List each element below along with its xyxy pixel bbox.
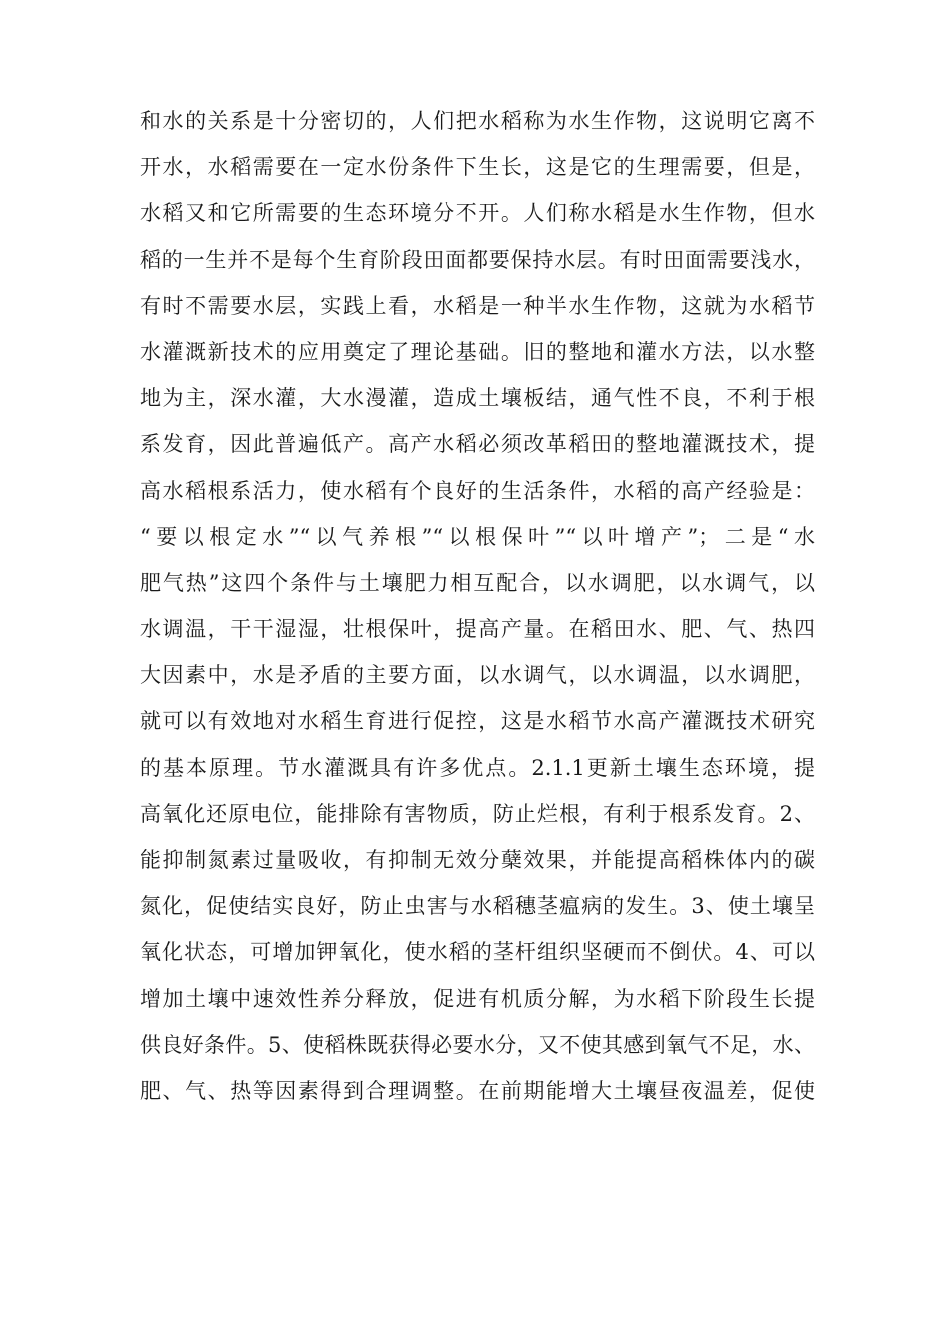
text-line: 增加土壤中速效性养分释放，促进有机质分解，为水稻下阶段生长提 (140, 986, 815, 1011)
text-line: 高氧化还原电位，能排除有害物质，防止烂根，有利于根系发育。2、 (140, 801, 815, 826)
text-line: 肥气热”这四个条件与土壤肥力相互配合，以水调肥，以水调气，以 (140, 570, 815, 595)
text-line: 高水稻根系活力，使水稻有个良好的生活条件，水稻的高产经验是： (140, 478, 815, 503)
text-line: 能抑制氮素过量吸收，有抑制无效分蘖效果，并能提高稻株体内的碳 (140, 848, 815, 872)
text-line: 水调温，干干湿湿，壮根保叶，提高产量。在稻田水、肥、气、热四 (140, 617, 815, 642)
text-line: 氧化状态，可增加钾氧化，使水稻的茎杆组织坚硬而不倒伏。4、可以 (140, 940, 815, 965)
text-line: 有时不需要水层，实践上看，水稻是一种半水生作物，这就为水稻节 (140, 293, 815, 318)
text-line: 大因素中，水是矛盾的主要方面，以水调气，以水调温，以水调肥， (140, 663, 815, 688)
text-line: 氮化，促使结实良好，防止虫害与水稻穗茎瘟病的发生。3、使土壤呈 (140, 894, 815, 919)
text-line: 水稻又和它所需要的生态环境分不开。人们称水稻是水生作物，但水 (140, 201, 815, 226)
text-line: “要以根定水”“以气养根”“以根保叶”“以叶增产”；二是“水 (140, 524, 815, 549)
text-line: 开水，水稻需要在一定水份条件下生长，这是它的生理需要，但是， (140, 155, 815, 180)
text-line: 水灌溉新技术的应用奠定了理论基础。旧的整地和灌水方法，以水整 (140, 339, 815, 364)
text-line: 稻的一生并不是每个生育阶段田面都要保持水层。有时田面需要浅水， (140, 247, 815, 272)
text-line: 地为主，深水灌，大水漫灌，造成土壤板结，通气性不良，不利于根 (140, 386, 815, 411)
text-line: 就可以有效地对水稻生育进行促控，这是水稻节水高产灌溉技术研究 (140, 709, 815, 734)
text-line: 和水的关系是十分密切的，人们把水稻称为水生作物，这说明它离不 (140, 109, 815, 133)
text-line: 系发育，因此普遍低产。高产水稻必须改革稻田的整地灌溉技术，提 (140, 432, 815, 457)
text-line: 肥、气、热等因素得到合理调整。在前期能增大土壤昼夜温差，促使 (140, 1078, 815, 1103)
body-text (140, 98, 815, 1114)
text-line: 供良好条件。5、使稻株既获得必要水分，又不使其感到氧气不足，水、 (140, 1032, 815, 1057)
text-line: 的基本原理。节水灌溉具有许多优点。2.1.1更新土壤生态环境，提 (140, 755, 815, 780)
